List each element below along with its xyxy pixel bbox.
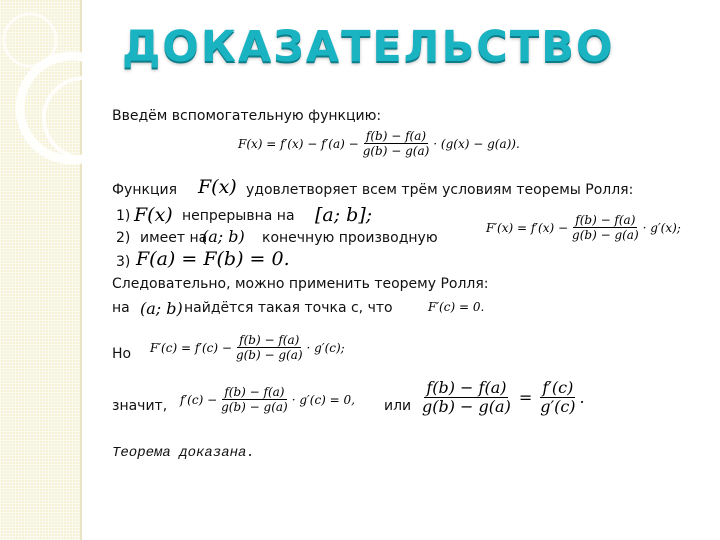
slide-title: ДОКАЗАТЕЛЬСТВО [122,22,615,72]
condition-2-interval: (a; b) [202,227,245,246]
condition-1-number: 1) [116,208,131,224]
denominator: g(b) − g(a) [422,397,511,416]
aux-function-formula [238,130,520,157]
on-interval: (a; b) [140,299,183,318]
intro-text: Введём вспомогательную функцию: [112,108,382,124]
means-formula [180,386,355,413]
numerator: f(b) − f(a) [239,333,300,347]
fraction [420,380,513,415]
fraction [538,380,577,415]
formula-part: F′(x) = f′(x) − [486,220,569,235]
function-word: Функция [112,182,177,198]
found-formula: F′(c) = 0. [428,300,485,314]
denominator: g′(c) [540,397,576,416]
derivative-formula [486,214,681,241]
means-word: значит, [112,398,168,414]
formula-part: · g′(c) = 0, [291,392,355,407]
formula-part: F′(c) = f′(c) − [150,340,232,355]
but-word: Но [112,346,132,362]
condition-3-number: 3) [116,254,131,270]
formula-part: · g′(x); [642,220,681,235]
denominator: g(b) − g(a) [572,228,639,242]
numerator: f′(c) [542,378,574,397]
formula-part: · (g(x) − g(a)). [433,136,520,151]
numerator: f(b) − f(a) [575,213,636,227]
condition-2-number: 2) [116,230,131,246]
but-formula [150,334,345,361]
denominator: g(b) − g(a) [235,348,303,362]
function-Fx: F(x) [198,176,237,198]
fraction [234,334,305,361]
function-rest-text: удовлетворяет всем трём условиям теоремы Ролля: [246,182,634,198]
found-text: найдётся такая точка с, что [184,300,393,316]
condition-2-text-a: имеет на [140,230,208,246]
denominator: g(b) − g(a) [221,400,288,414]
condition-1-text: непрерывна на [182,208,295,224]
or-word: или [384,398,412,414]
formula-part: f′(c) − [180,392,218,407]
numerator: f(b) − f(a) [224,385,285,399]
on-word: на [112,300,130,316]
conclusion-text: Следовательно, можно применить теорему Ролля: [112,276,489,292]
final-formula [418,380,585,415]
fraction [361,130,432,157]
condition-3-formula: F(a) = F(b) = 0. [136,248,290,270]
numerator: f(b) − f(a) [426,378,507,397]
condition-1-Fx: F(x) [134,204,173,226]
equals-sign: = [518,387,533,407]
formula-part: · g′(c); [306,340,345,355]
numerator: f(b) − f(a) [365,129,427,143]
condition-2-text-b: конечную производную [262,230,438,246]
denominator: g(b) − g(a) [362,144,430,158]
fraction [219,386,290,413]
formula-part: F(x) = f′(x) − f′(a) − [238,136,359,151]
formula-part: . [579,387,585,407]
condition-1-interval: [a; b]; [315,204,373,226]
fraction [570,214,641,241]
qed-text: Теорема доказана. [112,445,255,461]
